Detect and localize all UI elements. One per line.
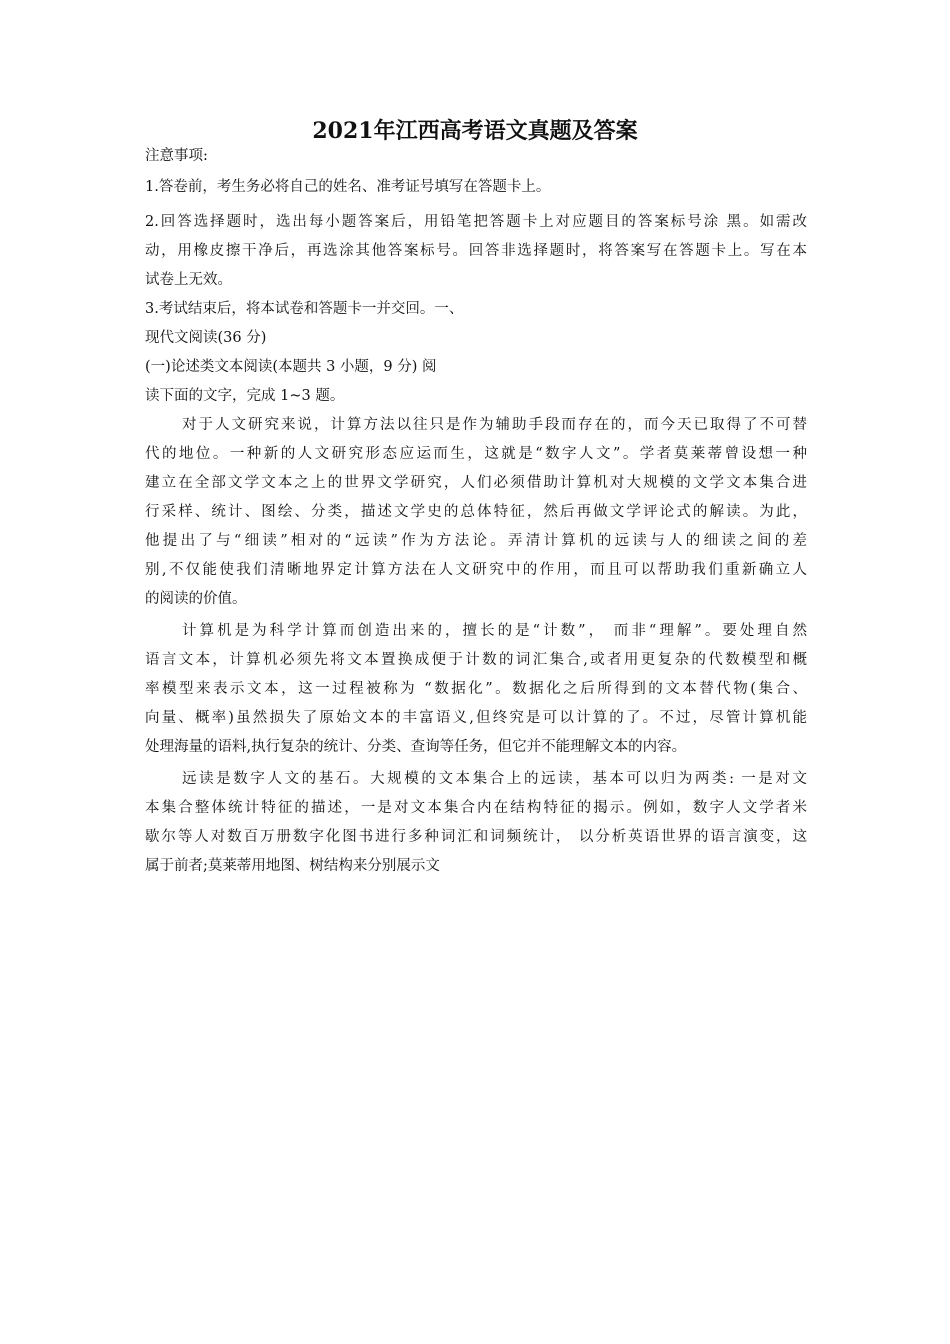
subsection-heading: (一)论述类文本阅读(本题共 3 小题，9 分) 阅	[145, 359, 437, 375]
paragraph-1-line: 别,不仅能使我们清晰地界定计算方法在人文研究中的作用，而且可以帮助我们重新确立人	[145, 562, 807, 578]
document-title: 2021年江西高考语文真题及答案	[312, 118, 638, 144]
section-heading: 现代文阅读(36 分)	[145, 330, 267, 346]
paragraph-1-line: 代的地位。一种新的人文研究形态应运而生，这就是“数字人文”。学者莫莱蒂曾设想一种	[145, 446, 807, 462]
paragraph-3-line: 属于前者;莫莱蒂用地图、树结构来分别展示文	[145, 858, 440, 874]
notice-item-2: 2.回答选择题时，选出每小题答案后，用铅笔把答题卡上对应题目的答案标号涂 黑。如需改	[145, 214, 807, 230]
paragraph-3-line: 本集合整体统计特征的描述，一是对文本集合内在结构特征的揭示。例如，数字人文学者米	[145, 800, 807, 816]
notice-item-3: 3.考试结束后，将本试卷和答题卡一并交回。一、	[145, 301, 464, 317]
notice-heading: 注意事项:	[145, 148, 208, 164]
paragraph-3-line: 歇尔等人对数百万册数字化图书进行多种词汇和词频统计， 以分析英语世界的语言演变，这	[145, 829, 807, 845]
paragraph-1-line: 他提出了与“细读”相对的“远读”作为方法论。弄清计算机的远读与人的细读之间的差	[145, 533, 807, 549]
reading-instruction: 读下面的文字，完成 1~3 题。	[145, 388, 345, 404]
notice-item-2-cont: 动，用橡皮擦干净后，再选涂其他答案标号。回答非选择题时，将答案写在答题卡上。写在本	[145, 243, 807, 259]
paragraph-2-line: 处理海量的语料,执行复杂的统计、分类、查询等任务，但它并不能理解文本的内容。	[145, 739, 687, 755]
paragraph-1-line: 的阅读的价值。	[145, 591, 247, 607]
notice-item-2-end: 试卷上无效。	[145, 272, 232, 288]
notice-item-1: 1.答卷前，考生务必将自己的姓名、准考证号填写在答题卡上。	[145, 179, 551, 195]
paragraph-2-line: 语言文本，计算机必须先将文本置换成便于计数的词汇集合,或者用更复杂的代数模型和概	[145, 652, 807, 668]
paragraph-2-line: 向量、概率)虽然损失了原始文本的丰富语义,但终究是可以计算的了。不过，尽管计算机能	[145, 710, 807, 726]
paragraph-1-line: 行采样、统计、图绘、分类，描述文学史的总体特征，然后再做文学评论式的解读。为此，	[145, 504, 807, 520]
paragraph-2-line: 计算机是为科学计算而创造出来的，擅长的是“计数”， 而非“理解”。要处理自然	[182, 623, 807, 639]
paragraph-3-line: 远读是数字人文的基石。大规模的文本集合上的远读，基本可以归为两类: 一是对文	[182, 771, 807, 787]
paragraph-1-line: 建立在全部文学文本之上的世界文学研究，人们必须借助计算机对大规模的文学文本集合进	[145, 475, 807, 491]
paragraph-2-line: 率模型来表示文本，这一过程被称为 “数据化”。数据化之后所得到的文本替代物(集合、	[145, 681, 807, 697]
paragraph-1-line: 对于人文研究来说，计算方法以往只是作为辅助手段而存在的，而今天已取得了不可替	[182, 417, 807, 433]
